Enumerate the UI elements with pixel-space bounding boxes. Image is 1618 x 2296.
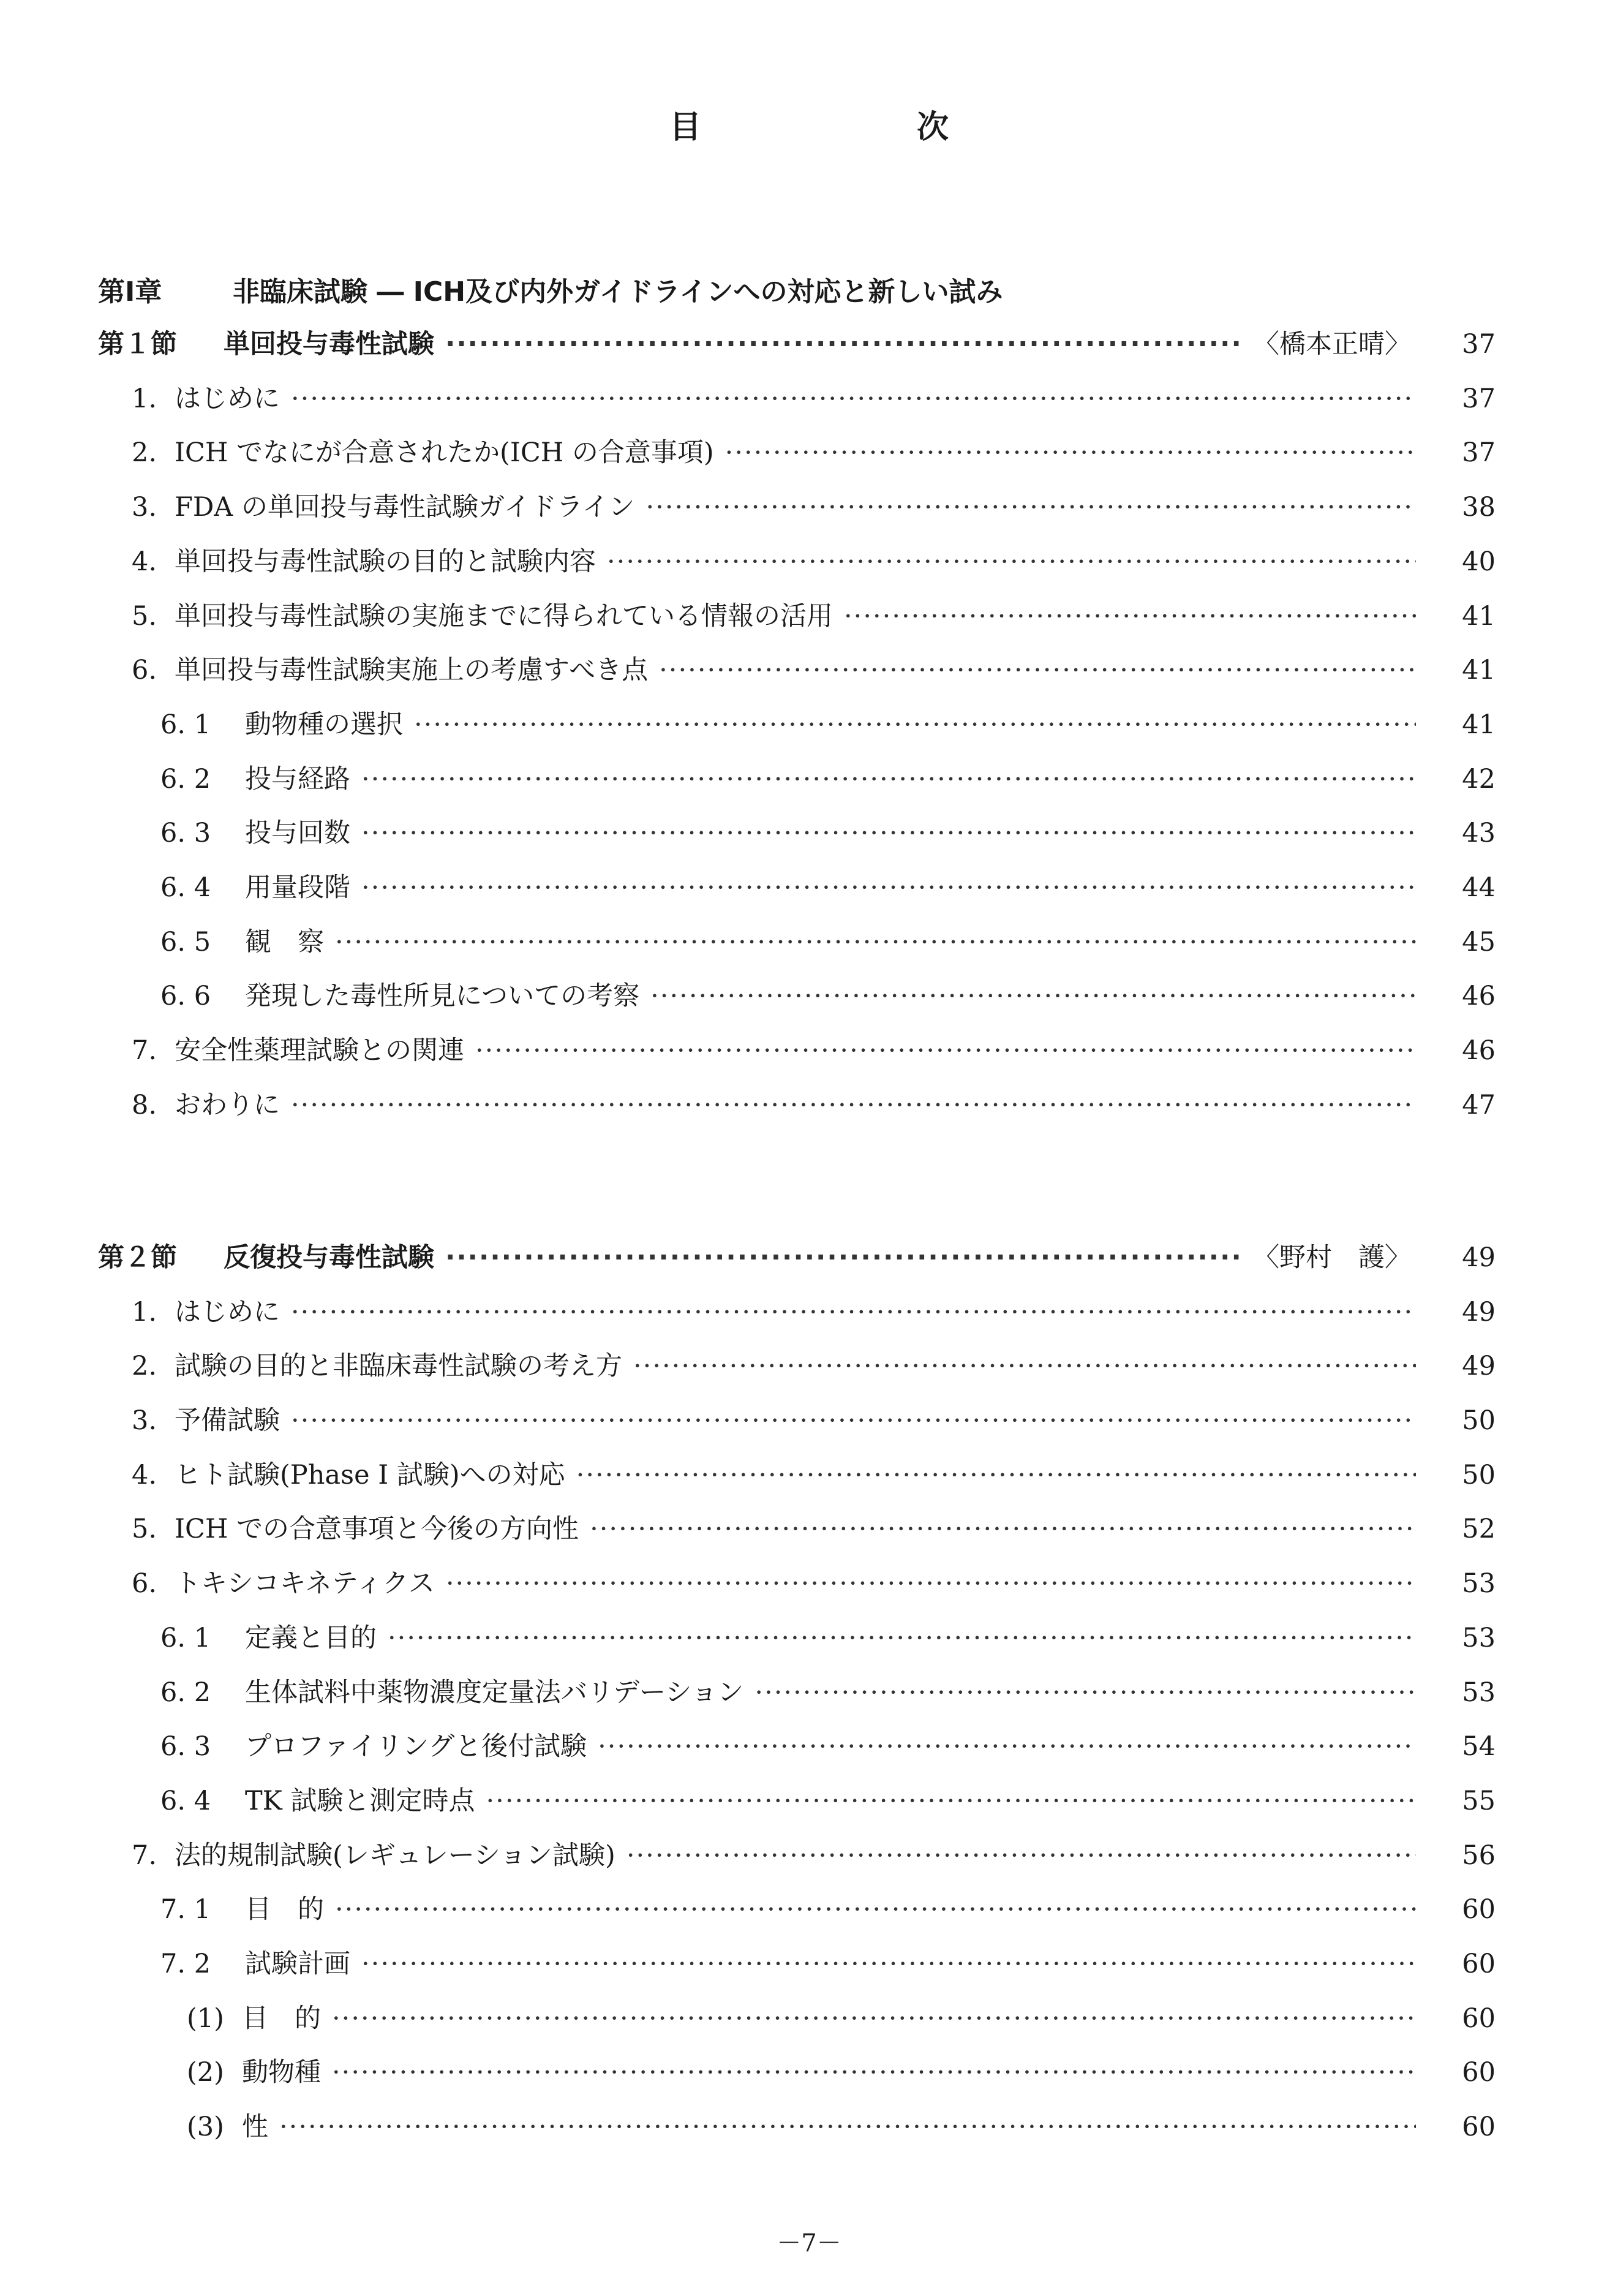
dot-leader — [361, 1946, 1416, 1982]
page-ref: 53 — [1462, 1568, 1496, 1599]
entry-title: 発現した毒性所見についての考察 — [245, 981, 640, 1011]
toc-entry-row — [0, 978, 1618, 1014]
entry-number: 2. — [132, 437, 157, 468]
page-ref: 60 — [1462, 2112, 1496, 2142]
dot-leader — [445, 326, 1242, 363]
dot-leader — [388, 1620, 1416, 1656]
toc-section-row — [0, 1239, 1618, 1276]
page-ref: 60 — [1462, 2003, 1496, 2034]
entry-number: 6. 4 — [160, 1786, 211, 1816]
entry-number: 6. 3 — [160, 818, 211, 848]
page-ref: 54 — [1462, 1731, 1496, 1762]
toc-entry-row — [0, 1946, 1618, 1982]
toc-section-row — [0, 326, 1618, 363]
page-title: 目 次 — [669, 109, 1040, 146]
dot-leader — [361, 815, 1416, 852]
section-body — [224, 326, 1416, 363]
entry-number: 6. — [132, 1568, 157, 1599]
dot-leader — [659, 652, 1416, 689]
dot-leader — [291, 1087, 1416, 1123]
dot-leader — [279, 2109, 1416, 2145]
entry-number: (3) — [187, 2112, 224, 2142]
dot-leader — [650, 978, 1416, 1014]
entry-body — [175, 652, 1416, 689]
page-ref: 45 — [1462, 927, 1496, 957]
page-ref: 40 — [1462, 546, 1496, 577]
chapter-heading — [98, 270, 1003, 309]
toc-entry-row — [0, 380, 1618, 417]
entry-body — [245, 1674, 1416, 1711]
entry-body — [175, 1294, 1416, 1331]
entry-body — [175, 1511, 1416, 1547]
page-ref: 60 — [1462, 2057, 1496, 2088]
entry-body — [245, 1891, 1416, 1928]
entry-body — [242, 2109, 1416, 2145]
toc-entry-row — [0, 1837, 1618, 1874]
section-number: 第２節 — [98, 1242, 177, 1273]
entry-title: 目 的 — [245, 1894, 324, 1925]
entry-title: 単回投与毒性試験の実施までに得られている情報の活用 — [175, 601, 833, 632]
page-ref: 46 — [1462, 981, 1496, 1011]
entry-title: おわりに — [175, 1090, 280, 1120]
entry-number: 6. 2 — [160, 764, 211, 795]
chapter-title: 非臨床試験 ― ICH及び内外ガイドラインへの対応と新しい試み — [233, 276, 1003, 308]
toc-entry-row — [0, 1891, 1618, 1928]
page-ref: 42 — [1462, 764, 1496, 795]
entry-body — [245, 1946, 1416, 1982]
page-number: －7－ — [777, 2229, 841, 2257]
toc-entry-row — [0, 815, 1618, 852]
dot-leader — [607, 543, 1416, 580]
section-title: 反復投与毒性試験 — [224, 1242, 434, 1273]
entry-number: 6. 1 — [160, 1623, 211, 1653]
toc-entry-row — [0, 489, 1618, 526]
entry-number: 6. 4 — [160, 872, 211, 903]
dot-leader — [475, 1032, 1416, 1069]
entry-title: 予備試験 — [175, 1405, 280, 1436]
section-body — [224, 1239, 1416, 1276]
dot-leader — [414, 706, 1416, 743]
toc-entry-row — [0, 1783, 1618, 1819]
toc-entry-row — [0, 2109, 1618, 2145]
entry-title: 動物種の選択 — [245, 709, 403, 740]
entry-title: 定義と目的 — [245, 1623, 377, 1653]
page-ref: 37 — [1462, 383, 1496, 414]
section-title: 単回投与毒性試験 — [224, 329, 434, 360]
entry-number: 2. — [132, 1351, 157, 1381]
toc-entry-row — [0, 1728, 1618, 1765]
dot-leader — [446, 1565, 1416, 1602]
entry-title: 単回投与毒性試験の目的と試験内容 — [175, 546, 596, 577]
dot-leader — [291, 1294, 1416, 1331]
entry-title: プロファイリングと後付試験 — [245, 1731, 587, 1762]
entry-body — [175, 543, 1416, 580]
toc-entry-row — [0, 1511, 1618, 1547]
entry-number: 6. 5 — [160, 927, 211, 957]
page-ref: 41 — [1462, 655, 1496, 685]
entry-body — [175, 1087, 1416, 1123]
page-ref: 53 — [1462, 1677, 1496, 1708]
entry-number: 3. — [132, 1405, 157, 1436]
entry-number: 3. — [132, 492, 157, 523]
entry-body — [245, 978, 1416, 1014]
toc-entry-row — [0, 434, 1618, 471]
page-ref: 60 — [1462, 1894, 1496, 1925]
entry-title: はじめに — [175, 383, 280, 414]
page-ref: 50 — [1462, 1460, 1496, 1490]
page-ref: 55 — [1462, 1786, 1496, 1816]
entry-number: 8. — [132, 1090, 157, 1120]
page-ref: 46 — [1462, 1035, 1496, 1066]
toc-entry-row — [0, 598, 1618, 635]
entry-number: 4. — [132, 546, 157, 577]
entry-title: ICH でなにが合意されたか(ICH の合意事項) — [175, 437, 714, 468]
page-ref: 41 — [1462, 709, 1496, 740]
toc-entry-row — [0, 706, 1618, 743]
entry-title: FDA の単回投与毒性試験ガイドライン — [175, 492, 635, 523]
entry-body — [245, 761, 1416, 798]
dot-leader — [645, 489, 1416, 526]
entry-body — [175, 598, 1416, 635]
entry-body — [245, 924, 1416, 961]
entry-number: 6. — [132, 655, 157, 685]
toc-entry-row — [0, 1402, 1618, 1439]
entry-number: (2) — [187, 2057, 224, 2088]
dot-leader — [335, 1891, 1416, 1928]
entry-body — [175, 1348, 1416, 1384]
entry-body — [175, 1565, 1416, 1602]
entry-number: 6. 3 — [160, 1731, 211, 1762]
dot-leader — [633, 1348, 1416, 1384]
entry-number: 4. — [132, 1460, 157, 1490]
page-ref: 53 — [1462, 1623, 1496, 1653]
toc-entry-row — [0, 1457, 1618, 1494]
dot-leader — [291, 1402, 1416, 1439]
dot-leader — [361, 761, 1416, 798]
entry-title: TK 試験と測定時点 — [245, 1786, 475, 1816]
entry-title: 試験の目的と非臨床毒性試験の考え方 — [175, 1351, 622, 1381]
entry-body — [245, 869, 1416, 906]
page-ref: 49 — [1462, 1351, 1496, 1381]
dot-leader — [576, 1457, 1416, 1494]
entry-title: 用量段階 — [245, 872, 350, 903]
entry-title: はじめに — [175, 1297, 280, 1327]
entry-body — [175, 380, 1416, 417]
toc-entry-row — [0, 869, 1618, 906]
section-author: 〈橋本正晴〉 — [1253, 329, 1411, 360]
page-ref: 47 — [1462, 1090, 1496, 1120]
toc-entry-row — [0, 1294, 1618, 1331]
page-ref: 60 — [1462, 1949, 1496, 1979]
entry-title: 目 的 — [242, 2003, 321, 2034]
page-ref: 37 — [1462, 329, 1496, 360]
dot-leader — [332, 2054, 1416, 2091]
entry-body — [245, 1728, 1416, 1765]
dot-leader — [291, 380, 1416, 417]
entry-body — [245, 815, 1416, 852]
page-ref: 41 — [1462, 601, 1496, 632]
dot-leader — [332, 2000, 1416, 2037]
page-ref: 56 — [1462, 1840, 1496, 1871]
toc-entry-row — [0, 1620, 1618, 1656]
entry-title: 生体試料中薬物濃度定量法バリデーション — [245, 1677, 744, 1708]
entry-number: 1. — [132, 383, 157, 414]
page-ref: 38 — [1462, 492, 1496, 523]
entry-body — [175, 1457, 1416, 1494]
chapter-number: 第Ⅰ章 — [98, 276, 162, 308]
entry-title: 安全性薬理試験との関連 — [175, 1035, 464, 1066]
entry-number: (1) — [187, 2003, 224, 2034]
toc-entry-row — [0, 1565, 1618, 1602]
entry-body — [175, 489, 1416, 526]
entry-body — [175, 1837, 1416, 1874]
toc-entry-row — [0, 2054, 1618, 2091]
entry-title: ICH での合意事項と今後の方向性 — [175, 1514, 579, 1544]
entry-title: 観 察 — [245, 927, 324, 957]
page-ref: 50 — [1462, 1405, 1496, 1436]
entry-body — [242, 2000, 1416, 2037]
page-ref: 52 — [1462, 1514, 1496, 1544]
entry-body — [245, 706, 1416, 743]
dot-leader — [361, 869, 1416, 906]
entry-body — [242, 2054, 1416, 2091]
toc-entry-row — [0, 652, 1618, 689]
entry-title: 単回投与毒性試験実施上の考慮すべき点 — [175, 655, 649, 685]
entry-title: トキシコキネティクス — [175, 1568, 435, 1599]
toc-entry-row — [0, 2000, 1618, 2037]
entry-number: 6. 1 — [160, 709, 211, 740]
entry-number: 7. — [132, 1840, 157, 1871]
toc-entry-row — [0, 1032, 1618, 1069]
dot-leader — [335, 924, 1416, 961]
page-ref: 44 — [1462, 872, 1496, 903]
entry-title: 法的規制試験(レギュレーション試験) — [175, 1840, 615, 1871]
toc-entry-row — [0, 924, 1618, 961]
page-ref: 49 — [1462, 1242, 1496, 1273]
entry-number: 5. — [132, 601, 157, 632]
entry-title: 性 — [242, 2112, 268, 2142]
dot-leader — [590, 1511, 1416, 1547]
entry-number: 7. 1 — [160, 1894, 211, 1925]
toc-entry-row — [0, 543, 1618, 580]
entry-body — [245, 1620, 1416, 1656]
entry-number: 1. — [132, 1297, 157, 1327]
dot-leader — [754, 1674, 1416, 1711]
entry-number: 7. 2 — [160, 1949, 211, 1979]
entry-title: 動物種 — [242, 2057, 321, 2088]
entry-title: 投与回数 — [245, 818, 350, 848]
dot-leader — [627, 1837, 1416, 1874]
dot-leader — [445, 1239, 1242, 1276]
toc-entry-row — [0, 1348, 1618, 1384]
entry-title: 試験計画 — [245, 1949, 350, 1979]
entry-body — [175, 1032, 1416, 1069]
dot-leader — [844, 598, 1416, 635]
dot-leader — [598, 1728, 1416, 1765]
dot-leader — [486, 1783, 1416, 1819]
entry-title: 投与経路 — [245, 764, 350, 795]
dot-leader — [725, 434, 1416, 471]
page-ref: 43 — [1462, 818, 1496, 848]
entry-number: 5. — [132, 1514, 157, 1544]
page-ref: 37 — [1462, 437, 1496, 468]
entry-body — [175, 1402, 1416, 1439]
entry-body — [245, 1783, 1416, 1819]
section-number: 第１節 — [98, 329, 177, 360]
entry-number: 6. 2 — [160, 1677, 211, 1708]
entry-number: 7. — [132, 1035, 157, 1066]
toc-entry-row — [0, 1087, 1618, 1123]
toc-entry-row — [0, 1674, 1618, 1711]
entry-title: ヒト試験(Phase I 試験)への対応 — [175, 1460, 565, 1490]
entry-body — [175, 434, 1416, 471]
toc-entry-row — [0, 761, 1618, 798]
entry-number: 6. 6 — [160, 981, 211, 1011]
section-author: 〈野村 護〉 — [1253, 1242, 1411, 1273]
page-ref: 49 — [1462, 1297, 1496, 1327]
